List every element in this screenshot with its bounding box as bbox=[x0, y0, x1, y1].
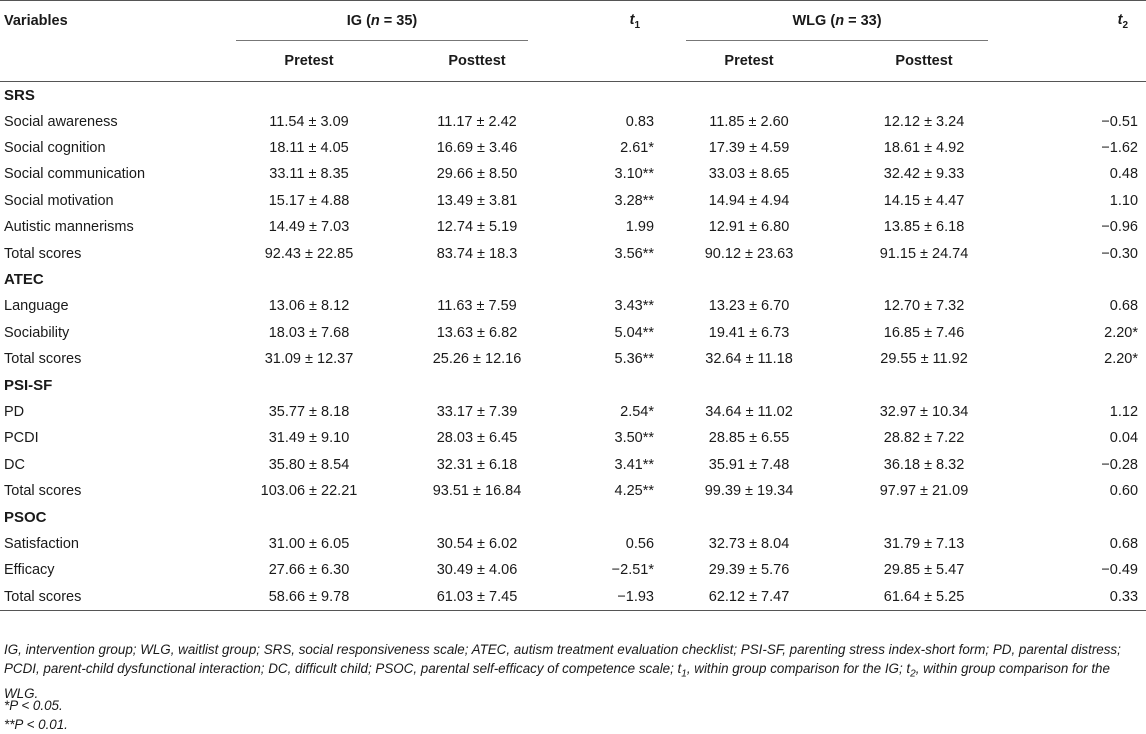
cell-t2: −0.96 bbox=[1101, 219, 1139, 236]
footnote-abbrev-sub1: 1 bbox=[681, 668, 687, 680]
header-ig-pretest: Pretest bbox=[214, 41, 404, 82]
cell-wlg-posttest: 12.12 ± 3.24 bbox=[883, 113, 965, 130]
row-label: Total scores bbox=[4, 245, 82, 262]
header-ig-n: n bbox=[370, 13, 380, 29]
footnote-abbrev-sub2: 2 bbox=[910, 668, 916, 680]
cell-ig-posttest: 16.69 ± 3.46 bbox=[436, 139, 518, 156]
cell-wlg-pretest: 19.41 ± 6.73 bbox=[708, 324, 790, 341]
cell-wlg-pretest: 13.23 ± 6.70 bbox=[708, 298, 790, 315]
table-row bbox=[0, 320, 1146, 346]
header-wlg-group bbox=[662, 1, 1012, 42]
row-label: PCDI bbox=[4, 430, 39, 447]
row-label: Sociability bbox=[4, 324, 70, 341]
header-wlg-pretest: Pretest bbox=[662, 41, 836, 82]
cell-wlg-pretest: 32.64 ± 11.18 bbox=[705, 351, 793, 368]
cell-wlg-pretest: 28.85 ± 6.55 bbox=[708, 430, 790, 447]
table-row bbox=[0, 583, 1146, 610]
header-t2 bbox=[1012, 1, 1146, 42]
cell-wlg-posttest: 97.97 ± 21.09 bbox=[879, 483, 969, 500]
cell-t2: −0.49 bbox=[1101, 562, 1139, 579]
cell-ig-posttest: 11.17 ± 2.42 bbox=[437, 113, 517, 130]
header-ig-prefix: IG ( bbox=[346, 13, 371, 29]
row-label: Language bbox=[4, 298, 69, 315]
cell-t2: 1.12 bbox=[1109, 403, 1139, 420]
cell-t1: 3.43** bbox=[614, 298, 655, 315]
wlg-group-underline bbox=[686, 40, 988, 41]
row-label: DC bbox=[4, 456, 25, 473]
section-header-row bbox=[0, 267, 1146, 293]
table-row bbox=[0, 399, 1146, 425]
table-row bbox=[0, 214, 1146, 240]
table-row bbox=[0, 425, 1146, 451]
table-row bbox=[0, 293, 1146, 319]
row-label: Social cognition bbox=[4, 139, 106, 156]
cell-t1: −2.51* bbox=[611, 562, 655, 579]
cell-t1: 3.41** bbox=[614, 456, 655, 473]
footnote-p01: **P < 0.01. bbox=[4, 717, 68, 732]
table-row bbox=[0, 346, 1146, 372]
cell-t2: −0.51 bbox=[1101, 113, 1139, 130]
cell-t2: 2.20* bbox=[1104, 324, 1139, 341]
cell-wlg-pretest: 99.39 ± 19.34 bbox=[704, 483, 794, 500]
header-t2-blank bbox=[1012, 41, 1146, 82]
cell-t2: −0.30 bbox=[1101, 245, 1139, 262]
cell-ig-posttest: 30.49 ± 4.06 bbox=[436, 562, 518, 579]
table-row bbox=[0, 451, 1146, 477]
cell-wlg-pretest: 29.39 ± 5.76 bbox=[708, 562, 790, 579]
section-title: SRS bbox=[4, 86, 35, 104]
table-row bbox=[0, 135, 1146, 161]
header-t2-t: t bbox=[1117, 11, 1123, 28]
header-wlg-suffix: = 33) bbox=[844, 13, 882, 29]
cell-t2: 2.20* bbox=[1104, 351, 1139, 368]
section-header-row bbox=[0, 82, 1146, 109]
row-label: Total scores bbox=[4, 351, 82, 368]
cell-ig-pretest: 33.11 ± 8.35 bbox=[269, 166, 349, 183]
cell-wlg-posttest: 29.55 ± 11.92 bbox=[880, 351, 968, 368]
header-row-groups bbox=[0, 1, 1146, 42]
header-wlg-prefix: WLG ( bbox=[792, 13, 836, 29]
cell-ig-pretest: 18.11 ± 4.05 bbox=[269, 139, 349, 156]
header-row-subcolumns bbox=[0, 41, 1146, 82]
section-title: PSI-SF bbox=[4, 376, 53, 394]
cell-t1: 4.25** bbox=[614, 483, 655, 500]
cell-ig-pretest: 14.49 ± 7.03 bbox=[268, 219, 350, 236]
header-t1-t: t bbox=[629, 11, 635, 28]
cell-wlg-posttest: 31.79 ± 7.13 bbox=[883, 535, 965, 552]
cell-t1: 3.10** bbox=[614, 166, 655, 183]
cell-wlg-pretest: 90.12 ± 23.63 bbox=[704, 245, 794, 262]
header-ig-suffix: = 35) bbox=[379, 13, 418, 29]
header-blank bbox=[0, 41, 214, 82]
cell-ig-pretest: 13.06 ± 8.12 bbox=[268, 298, 350, 315]
header-t1 bbox=[550, 1, 662, 42]
cell-ig-pretest: 35.80 ± 8.54 bbox=[268, 456, 350, 473]
row-label: Satisfaction bbox=[4, 535, 79, 552]
header-ig-group bbox=[214, 1, 550, 42]
cell-ig-pretest: 58.66 ± 9.78 bbox=[214, 583, 404, 610]
section-title: ATEC bbox=[4, 271, 44, 289]
cell-ig-posttest: 61.03 ± 7.45 bbox=[404, 583, 550, 610]
cell-wlg-posttest: 61.64 ± 5.25 bbox=[836, 583, 1012, 610]
cell-ig-posttest: 12.74 ± 5.19 bbox=[436, 219, 518, 236]
cell-wlg-pretest: 62.12 ± 7.47 bbox=[662, 583, 836, 610]
cell-t1: 0.83 bbox=[625, 113, 655, 130]
table-row bbox=[0, 240, 1146, 266]
table-row bbox=[0, 478, 1146, 504]
cell-wlg-pretest: 32.73 ± 8.04 bbox=[708, 535, 790, 552]
cell-t1: 2.61* bbox=[620, 139, 655, 156]
cell-t1: 3.50** bbox=[614, 430, 655, 447]
table-row bbox=[0, 531, 1146, 557]
cell-t1: 5.36** bbox=[614, 351, 655, 368]
cell-ig-posttest: 33.17 ± 7.39 bbox=[436, 403, 518, 420]
header-wlg-n: n bbox=[835, 13, 845, 29]
cell-ig-pretest: 35.77 ± 8.18 bbox=[268, 403, 350, 420]
row-label: PD bbox=[4, 403, 25, 420]
cell-t1: 0.56 bbox=[625, 535, 655, 552]
table-row bbox=[0, 108, 1146, 134]
header-variables: Variables bbox=[0, 1, 214, 42]
cell-ig-posttest: 25.26 ± 12.16 bbox=[432, 351, 522, 368]
section-header-row bbox=[0, 504, 1146, 530]
cell-t2: 0.04 bbox=[1109, 430, 1139, 447]
cell-t2: 0.68 bbox=[1109, 298, 1139, 315]
cell-t2: 0.48 bbox=[1109, 166, 1139, 183]
footnote-p05: *P < 0.05. bbox=[4, 698, 63, 713]
header-t2-sub: 2 bbox=[1122, 19, 1129, 31]
row-label: Autistic mannerisms bbox=[4, 219, 134, 236]
cell-wlg-posttest: 18.61 ± 4.92 bbox=[883, 139, 965, 156]
table-row bbox=[0, 161, 1146, 187]
cell-ig-posttest: 13.63 ± 6.82 bbox=[436, 324, 518, 341]
cell-ig-posttest: 83.74 ± 18.3 bbox=[436, 245, 518, 262]
row-label: Social communication bbox=[4, 166, 146, 183]
cell-wlg-posttest: 36.18 ± 8.32 bbox=[883, 456, 965, 473]
header-ig-posttest: Posttest bbox=[404, 41, 550, 82]
section-header-row bbox=[0, 372, 1146, 398]
row-label: Total scores bbox=[4, 483, 82, 500]
ig-group-underline bbox=[236, 40, 528, 41]
cell-ig-posttest: 30.54 ± 6.02 bbox=[436, 535, 518, 552]
cell-t2: 0.68 bbox=[1109, 535, 1139, 552]
cell-t1: 5.04** bbox=[614, 324, 655, 341]
cell-wlg-posttest: 14.15 ± 4.47 bbox=[883, 192, 965, 209]
cell-t1: 2.54* bbox=[620, 403, 655, 420]
cell-ig-posttest: 93.51 ± 16.84 bbox=[432, 483, 522, 500]
row-label: Social awareness bbox=[4, 113, 118, 130]
cell-ig-pretest: 11.54 ± 3.09 bbox=[269, 113, 349, 130]
cell-wlg-posttest: 12.70 ± 7.32 bbox=[883, 298, 965, 315]
cell-t1: −1.93 bbox=[550, 583, 662, 610]
header-wlg-posttest: Posttest bbox=[836, 41, 1012, 82]
cell-ig-pretest: 27.66 ± 6.30 bbox=[268, 562, 350, 579]
cell-ig-pretest: 92.43 ± 22.85 bbox=[264, 245, 354, 262]
cell-t1: 3.56** bbox=[614, 245, 655, 262]
table-row bbox=[0, 557, 1146, 583]
cell-wlg-posttest: 28.82 ± 7.22 bbox=[883, 430, 965, 447]
cell-wlg-pretest: 12.91 ± 6.80 bbox=[708, 219, 790, 236]
header-t1-blank bbox=[550, 41, 662, 82]
cell-wlg-pretest: 34.64 ± 11.02 bbox=[705, 403, 793, 420]
header-t1-sub: 1 bbox=[634, 19, 641, 31]
cell-wlg-posttest: 32.42 ± 9.33 bbox=[883, 166, 965, 183]
cell-t1: 1.99 bbox=[625, 219, 655, 236]
cell-wlg-pretest: 33.03 ± 8.65 bbox=[708, 166, 790, 183]
cell-wlg-posttest: 91.15 ± 24.74 bbox=[879, 245, 969, 262]
row-label: Total scores bbox=[0, 583, 214, 610]
table-body bbox=[0, 82, 1146, 611]
cell-wlg-posttest: 32.97 ± 10.34 bbox=[879, 403, 969, 420]
footnote-abbreviations bbox=[4, 640, 1142, 703]
cell-wlg-pretest: 17.39 ± 4.59 bbox=[708, 139, 790, 156]
cell-ig-posttest: 32.31 ± 6.18 bbox=[436, 456, 518, 473]
cell-ig-pretest: 15.17 ± 4.88 bbox=[268, 192, 350, 209]
footnote-abbrev-part1: IG, intervention group; WLG, waitlist group; SRS, social responsiveness scale; ATEC, autism treatment evaluation checklist; PSI-SF, parenting stress index-short form; PD, parental distress; PCDI, parent-child dysfunctional interaction; DC, difficult child; PSOC, parental self-efficacy of competence scale; t bbox=[4, 642, 1121, 676]
row-label: Social motivation bbox=[4, 192, 114, 209]
footnote-abbrev-part3: , within group comparison for the WLG. bbox=[4, 661, 1110, 701]
row-label: Efficacy bbox=[4, 562, 55, 579]
cell-t2: 0.60 bbox=[1109, 483, 1139, 500]
cell-ig-posttest: 29.66 ± 8.50 bbox=[436, 166, 518, 183]
section-title: PSOC bbox=[4, 508, 47, 526]
cell-wlg-pretest: 35.91 ± 7.48 bbox=[708, 456, 790, 473]
cell-ig-pretest: 31.49 ± 9.10 bbox=[268, 430, 350, 447]
cell-wlg-posttest: 13.85 ± 6.18 bbox=[883, 219, 965, 236]
cell-t2: −1.62 bbox=[1101, 139, 1139, 156]
cell-wlg-pretest: 14.94 ± 4.94 bbox=[708, 192, 790, 209]
cell-wlg-posttest: 29.85 ± 5.47 bbox=[883, 562, 965, 579]
cell-ig-posttest: 28.03 ± 6.45 bbox=[436, 430, 518, 447]
cell-ig-pretest: 103.06 ± 22.21 bbox=[260, 483, 358, 500]
cell-t1: 3.28** bbox=[614, 192, 655, 209]
cell-ig-posttest: 11.63 ± 7.59 bbox=[437, 298, 517, 315]
footnote-abbrev-part2: , within group comparison for the IG; t bbox=[686, 661, 911, 676]
cell-wlg-pretest: 11.85 ± 2.60 bbox=[709, 113, 789, 130]
cell-t2: −0.28 bbox=[1101, 456, 1139, 473]
cell-ig-pretest: 18.03 ± 7.68 bbox=[268, 324, 350, 341]
cell-t2: 1.10 bbox=[1109, 192, 1139, 209]
cell-wlg-posttest: 16.85 ± 7.46 bbox=[883, 324, 965, 341]
cell-ig-posttest: 13.49 ± 3.81 bbox=[436, 192, 518, 209]
cell-ig-pretest: 31.00 ± 6.05 bbox=[268, 535, 350, 552]
cell-t2: 0.33 bbox=[1012, 583, 1146, 610]
table-row bbox=[0, 188, 1146, 214]
cell-ig-pretest: 31.09 ± 12.37 bbox=[264, 351, 354, 368]
